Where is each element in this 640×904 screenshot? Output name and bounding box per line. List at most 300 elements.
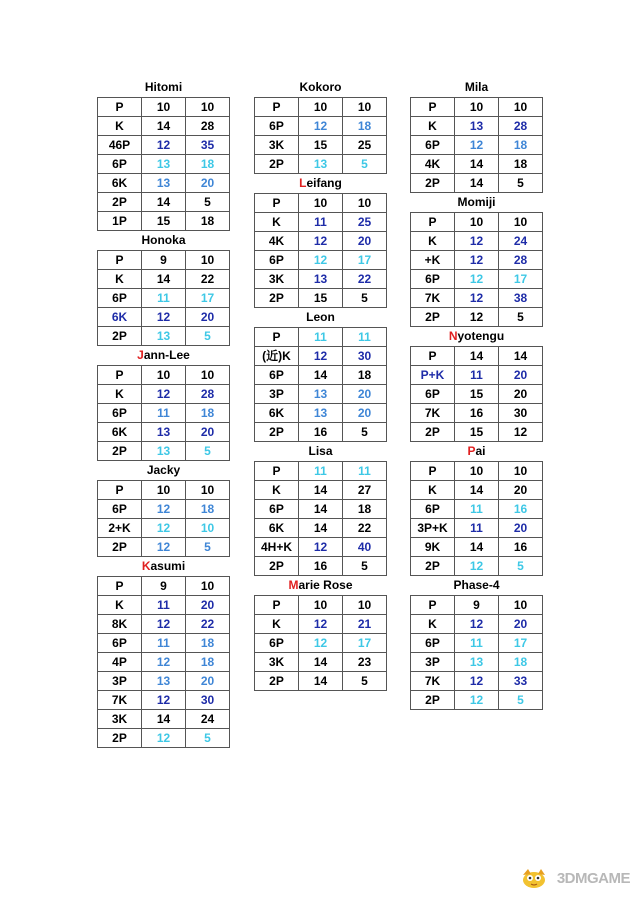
damage-cell: 5	[186, 442, 230, 461]
move-cell: 6K	[255, 404, 299, 423]
startup-cell: 14	[299, 500, 343, 519]
move-cell: 2P	[411, 174, 455, 193]
startup-cell: 12	[299, 232, 343, 251]
table-row	[255, 328, 387, 347]
startup-cell: 16	[299, 557, 343, 576]
damage-cell: 18	[186, 404, 230, 423]
move-cell: 7K	[411, 289, 455, 308]
table-row	[98, 672, 230, 691]
character-name-initial: M	[288, 578, 299, 592]
startup-cell: 14	[142, 270, 186, 289]
damage-cell: 20	[499, 366, 543, 385]
startup-cell: 12	[299, 538, 343, 557]
damage-cell: 18	[186, 634, 230, 653]
startup-cell: 10	[455, 213, 499, 232]
damage-cell: 22	[343, 270, 387, 289]
table-row	[255, 538, 387, 557]
startup-cell: 14	[142, 117, 186, 136]
damage-cell: 10	[343, 194, 387, 213]
character-name	[254, 576, 387, 595]
move-cell: 7K	[98, 691, 142, 710]
startup-cell: 11	[299, 328, 343, 347]
damage-cell: 11	[343, 328, 387, 347]
move-cell: 6P	[255, 251, 299, 270]
character-name	[410, 442, 543, 461]
move-cell: K	[411, 615, 455, 634]
table-row	[255, 462, 387, 481]
startup-cell: 12	[142, 385, 186, 404]
damage-cell: 10	[186, 519, 230, 538]
table-row	[98, 423, 230, 442]
startup-cell: 14	[455, 155, 499, 174]
damage-cell: 20	[499, 519, 543, 538]
frame-data-table	[97, 250, 230, 346]
damage-cell: 17	[343, 251, 387, 270]
damage-cell: 20	[186, 423, 230, 442]
column-2	[254, 78, 387, 691]
table-row	[98, 155, 230, 174]
character-name-rest: Lisa	[308, 444, 333, 458]
table-row	[98, 366, 230, 385]
move-cell: 46P	[98, 136, 142, 155]
character-name-rest: eifang	[306, 176, 342, 190]
damage-cell: 22	[186, 270, 230, 289]
move-cell: K	[255, 213, 299, 232]
character-name-initial: J	[137, 348, 144, 362]
table-row	[98, 634, 230, 653]
startup-cell: 14	[142, 710, 186, 729]
table-row	[255, 615, 387, 634]
move-cell: P	[98, 366, 142, 385]
table-row	[255, 136, 387, 155]
damage-cell: 10	[343, 596, 387, 615]
table-row	[255, 289, 387, 308]
move-cell: 3P+K	[411, 519, 455, 538]
damage-cell: 10	[186, 98, 230, 117]
move-cell: 2P	[411, 557, 455, 576]
startup-cell: 13	[299, 270, 343, 289]
character-name-rest: Jacky	[146, 463, 181, 477]
damage-cell: 21	[343, 615, 387, 634]
move-cell: K	[98, 270, 142, 289]
table-row	[411, 136, 543, 155]
startup-cell: 10	[142, 98, 186, 117]
startup-cell: 14	[299, 519, 343, 538]
move-cell: 2P	[255, 155, 299, 174]
damage-cell: 10	[499, 213, 543, 232]
startup-cell: 10	[142, 366, 186, 385]
damage-cell: 38	[499, 289, 543, 308]
startup-cell: 14	[455, 347, 499, 366]
move-cell: 3K	[98, 710, 142, 729]
table-row	[411, 174, 543, 193]
frame-data-table	[254, 461, 387, 576]
move-cell: 4P	[98, 653, 142, 672]
frame-data-table	[97, 97, 230, 231]
startup-cell: 9	[142, 577, 186, 596]
character-name	[410, 78, 543, 97]
move-cell: P	[98, 577, 142, 596]
table-row	[411, 462, 543, 481]
table-row	[255, 213, 387, 232]
damage-cell: 14	[499, 347, 543, 366]
character-name	[97, 557, 230, 576]
startup-cell: 12	[299, 347, 343, 366]
move-cell: 6P	[255, 500, 299, 519]
table-row	[411, 404, 543, 423]
move-cell: 6P	[411, 136, 455, 155]
startup-cell: 12	[299, 634, 343, 653]
move-cell: (近)K	[255, 347, 299, 366]
startup-cell: 13	[299, 155, 343, 174]
table-row	[255, 404, 387, 423]
damage-cell: 18	[499, 155, 543, 174]
move-cell: 2P	[411, 308, 455, 327]
damage-cell: 5	[343, 557, 387, 576]
startup-cell: 12	[142, 519, 186, 538]
move-cell: +K	[411, 251, 455, 270]
table-row	[411, 289, 543, 308]
frame-data-table	[254, 193, 387, 308]
move-cell: P	[255, 194, 299, 213]
frame-data-table	[97, 480, 230, 557]
table-row	[411, 308, 543, 327]
startup-cell: 14	[455, 174, 499, 193]
damage-cell: 20	[186, 308, 230, 327]
move-cell: P	[98, 251, 142, 270]
damage-cell: 25	[343, 136, 387, 155]
character-name-initial: K	[141, 559, 151, 573]
character-name-initial: L	[299, 176, 307, 190]
table-row	[411, 653, 543, 672]
move-cell: 2P	[255, 423, 299, 442]
move-cell: 6P	[411, 270, 455, 289]
startup-cell: 11	[455, 366, 499, 385]
startup-cell: 11	[142, 596, 186, 615]
table-row	[98, 308, 230, 327]
startup-cell: 12	[455, 615, 499, 634]
startup-cell: 12	[142, 615, 186, 634]
character-name	[254, 308, 387, 327]
damage-cell: 30	[343, 347, 387, 366]
startup-cell: 12	[142, 308, 186, 327]
table-row	[411, 634, 543, 653]
damage-cell: 24	[499, 232, 543, 251]
damage-cell: 20	[499, 481, 543, 500]
frame-data-table	[97, 576, 230, 748]
damage-cell: 25	[343, 213, 387, 232]
table-row	[411, 538, 543, 557]
damage-cell: 33	[499, 672, 543, 691]
startup-cell: 14	[299, 366, 343, 385]
startup-cell: 12	[299, 251, 343, 270]
damage-cell: 10	[186, 481, 230, 500]
move-cell: P	[411, 462, 455, 481]
table-row	[411, 423, 543, 442]
table-row	[98, 98, 230, 117]
startup-cell: 14	[455, 481, 499, 500]
startup-cell: 11	[455, 500, 499, 519]
move-cell: P	[255, 98, 299, 117]
startup-cell: 12	[455, 308, 499, 327]
table-row	[255, 385, 387, 404]
startup-cell: 10	[142, 481, 186, 500]
startup-cell: 13	[299, 404, 343, 423]
startup-cell: 15	[455, 423, 499, 442]
watermark-text: 3DMGAME	[556, 869, 630, 887]
table-row	[255, 117, 387, 136]
table-row	[255, 270, 387, 289]
damage-cell: 20	[499, 385, 543, 404]
table-row	[411, 596, 543, 615]
damage-cell: 28	[186, 385, 230, 404]
move-cell: 2P	[98, 538, 142, 557]
move-cell: 6P	[98, 155, 142, 174]
table-row	[98, 691, 230, 710]
table-row	[411, 672, 543, 691]
table-row	[411, 519, 543, 538]
damage-cell: 30	[186, 691, 230, 710]
column-1	[97, 78, 230, 748]
table-row	[98, 500, 230, 519]
move-cell: K	[255, 615, 299, 634]
startup-cell: 16	[455, 404, 499, 423]
move-cell: 3P	[411, 653, 455, 672]
character-name	[97, 231, 230, 250]
damage-cell: 5	[186, 327, 230, 346]
table-row	[411, 366, 543, 385]
table-row	[411, 232, 543, 251]
move-cell: 4K	[411, 155, 455, 174]
startup-cell: 15	[299, 289, 343, 308]
damage-cell: 22	[343, 519, 387, 538]
frame-data-table	[254, 595, 387, 691]
table-row	[98, 729, 230, 748]
move-cell: 6P	[411, 634, 455, 653]
damage-cell: 17	[499, 634, 543, 653]
move-cell: K	[98, 385, 142, 404]
table-row	[98, 538, 230, 557]
startup-cell: 10	[455, 462, 499, 481]
move-cell: P	[411, 98, 455, 117]
character-name	[254, 174, 387, 193]
damage-cell: 18	[499, 136, 543, 155]
frame-data-table	[410, 595, 543, 710]
frame-data-table	[254, 97, 387, 174]
startup-cell: 10	[299, 596, 343, 615]
move-cell: 9K	[411, 538, 455, 557]
startup-cell: 13	[142, 155, 186, 174]
table-row	[98, 481, 230, 500]
startup-cell: 13	[142, 174, 186, 193]
damage-cell: 11	[343, 462, 387, 481]
move-cell: 6P	[255, 366, 299, 385]
startup-cell: 14	[299, 672, 343, 691]
move-cell: 4K	[255, 232, 299, 251]
move-cell: K	[411, 232, 455, 251]
damage-cell: 18	[343, 500, 387, 519]
startup-cell: 10	[299, 194, 343, 213]
table-row	[411, 347, 543, 366]
table-row	[411, 481, 543, 500]
startup-cell: 15	[299, 136, 343, 155]
startup-cell: 11	[455, 634, 499, 653]
move-cell: 3K	[255, 136, 299, 155]
table-row	[411, 557, 543, 576]
move-cell: 2P	[98, 193, 142, 212]
startup-cell: 12	[455, 672, 499, 691]
damage-cell: 5	[343, 155, 387, 174]
character-name-rest: asumi	[150, 559, 186, 573]
damage-cell: 35	[186, 136, 230, 155]
table-row	[98, 212, 230, 231]
damage-cell: 10	[186, 577, 230, 596]
move-cell: 6P	[98, 404, 142, 423]
table-row	[255, 155, 387, 174]
watermark	[519, 866, 630, 890]
move-cell: 6P	[98, 500, 142, 519]
startup-cell: 13	[455, 117, 499, 136]
table-row	[98, 577, 230, 596]
move-cell: P	[411, 347, 455, 366]
damage-cell: 5	[499, 308, 543, 327]
table-row	[255, 634, 387, 653]
move-cell: 6P	[255, 634, 299, 653]
startup-cell: 9	[142, 251, 186, 270]
damage-cell: 20	[499, 615, 543, 634]
move-cell: K	[98, 117, 142, 136]
move-cell: 6P	[411, 500, 455, 519]
damage-cell: 20	[186, 672, 230, 691]
move-cell: 2P	[411, 691, 455, 710]
table-row	[255, 557, 387, 576]
damage-cell: 18	[343, 366, 387, 385]
damage-cell: 5	[499, 174, 543, 193]
move-cell: K	[411, 117, 455, 136]
damage-cell: 20	[186, 596, 230, 615]
move-cell: 2P	[98, 327, 142, 346]
startup-cell: 12	[299, 615, 343, 634]
table-row	[98, 289, 230, 308]
table-row	[98, 710, 230, 729]
table-row	[98, 615, 230, 634]
damage-cell: 30	[499, 404, 543, 423]
table-row	[255, 672, 387, 691]
move-cell: 2P	[255, 289, 299, 308]
damage-cell: 10	[499, 462, 543, 481]
startup-cell: 12	[455, 232, 499, 251]
damage-cell: 10	[343, 98, 387, 117]
table-row	[255, 251, 387, 270]
move-cell: P	[411, 596, 455, 615]
table-row	[98, 404, 230, 423]
frame-data-table	[97, 365, 230, 461]
startup-cell: 9	[455, 596, 499, 615]
damage-cell: 20	[343, 404, 387, 423]
move-cell: 6K	[98, 423, 142, 442]
character-name	[410, 327, 543, 346]
damage-cell: 18	[343, 117, 387, 136]
move-cell: 4H+K	[255, 538, 299, 557]
table-row	[255, 194, 387, 213]
table-row	[411, 691, 543, 710]
damage-cell: 28	[186, 117, 230, 136]
table-row	[98, 442, 230, 461]
table-row	[411, 251, 543, 270]
damage-cell: 5	[343, 672, 387, 691]
table-row	[98, 385, 230, 404]
character-name	[254, 78, 387, 97]
move-cell: 7K	[411, 404, 455, 423]
move-cell: P+K	[411, 366, 455, 385]
damage-cell: 28	[499, 117, 543, 136]
damage-cell: 5	[343, 423, 387, 442]
damage-cell: 10	[186, 251, 230, 270]
damage-cell: 28	[499, 251, 543, 270]
table-row	[98, 193, 230, 212]
move-cell: K	[98, 596, 142, 615]
move-cell: 6P	[255, 117, 299, 136]
damage-cell: 20	[343, 232, 387, 251]
move-cell: 2P	[255, 672, 299, 691]
move-cell: 2P	[98, 442, 142, 461]
startup-cell: 14	[299, 481, 343, 500]
move-cell: P	[255, 462, 299, 481]
startup-cell: 11	[299, 213, 343, 232]
damage-cell: 18	[186, 155, 230, 174]
table-row	[98, 653, 230, 672]
table-row	[411, 155, 543, 174]
table-row	[255, 596, 387, 615]
table-row	[411, 213, 543, 232]
startup-cell: 13	[455, 653, 499, 672]
damage-cell: 23	[343, 653, 387, 672]
table-row	[98, 251, 230, 270]
startup-cell: 12	[142, 136, 186, 155]
table-row	[255, 232, 387, 251]
character-name-rest: Leon	[306, 310, 335, 324]
startup-cell: 15	[142, 212, 186, 231]
table-row	[411, 98, 543, 117]
startup-cell: 12	[455, 270, 499, 289]
damage-cell: 18	[499, 653, 543, 672]
frame-data-table	[410, 461, 543, 576]
character-name-initial: P	[467, 444, 476, 458]
character-name-rest: Kokoro	[299, 80, 342, 94]
startup-cell: 11	[142, 634, 186, 653]
startup-cell: 10	[299, 98, 343, 117]
damage-cell: 5	[499, 691, 543, 710]
character-name-rest: ann-Lee	[143, 348, 190, 362]
move-cell: 1P	[98, 212, 142, 231]
move-cell: 3K	[255, 653, 299, 672]
damage-cell: 16	[499, 500, 543, 519]
character-name	[254, 442, 387, 461]
startup-cell: 13	[142, 442, 186, 461]
startup-cell: 15	[455, 385, 499, 404]
move-cell: P	[98, 481, 142, 500]
table-row	[411, 117, 543, 136]
table-row	[98, 596, 230, 615]
table-row	[255, 347, 387, 366]
frame-data-table	[410, 97, 543, 193]
startup-cell: 12	[455, 251, 499, 270]
character-name-rest: arie Rose	[298, 578, 353, 592]
move-cell: 6P	[98, 634, 142, 653]
character-name-rest: Honoka	[141, 233, 186, 247]
character-name	[410, 193, 543, 212]
startup-cell: 12	[455, 289, 499, 308]
